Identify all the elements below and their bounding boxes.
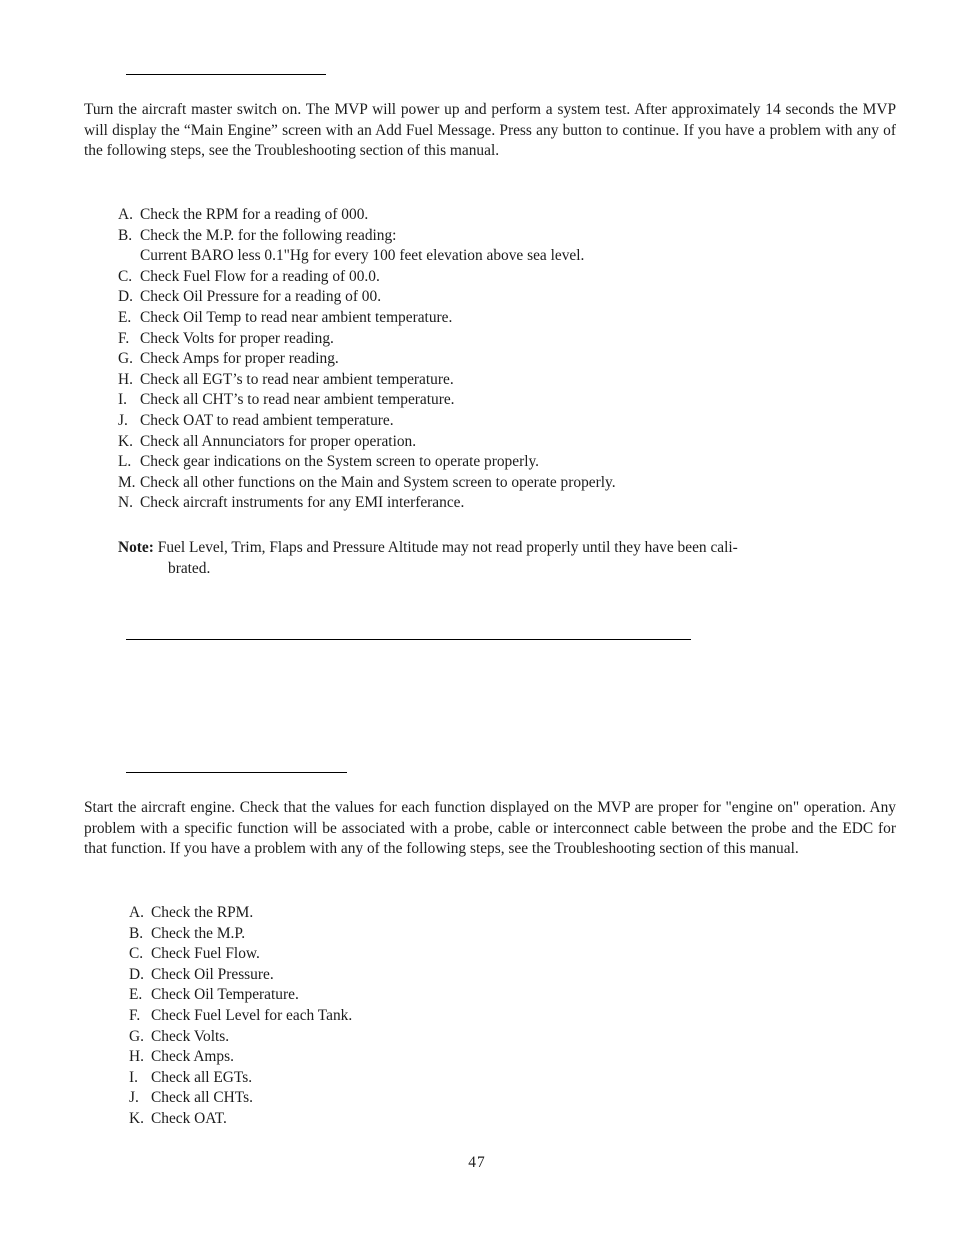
list-item: J. Check OAT to read ambient temperature.	[118, 411, 394, 429]
list-item: E. Check Oil Temp to read near ambient temperature.	[118, 308, 453, 326]
list-item: G. Check Volts.	[129, 1027, 230, 1045]
section2-checklist	[129, 903, 352, 1130]
list-item: I. Check all CHT’s to read near ambient temperature.	[118, 391, 455, 409]
note-label: Note:	[118, 539, 154, 556]
list-item: F. Check Fuel Level for each Tank.	[129, 1006, 353, 1024]
heading-rule-3	[126, 772, 347, 773]
list-item: F. Check Volts for proper reading.	[118, 329, 334, 347]
section1-intro: Turn the aircraft master switch on. The MVP will power up and perform a system test. After approximately 14 seconds the MVP will display the “Main Engine” screen with an Add Fuel Message. Press any button to continue. If you have a problem with any of the following steps, see the Troubleshooting section of this manual.	[84, 101, 896, 160]
list-item: K. Check OAT.	[129, 1109, 227, 1127]
list-item: D. Check Oil Pressure for a reading of 00.	[118, 288, 382, 306]
section1-checklist	[118, 205, 616, 514]
list-item: A. Check the RPM for a reading of 000.	[118, 206, 369, 223]
list-item: A. Check the RPM.	[129, 904, 254, 921]
section2-intro: Start the aircraft engine. Check that the values for each function displayed on the MVP are proper for "engine on" operation. Any problem with a specific function will be associated with a probe, cable or interconnect cable between the probe and the EDC for that function. If you have a problem with any of the following steps, see the Troubleshooting section of this manual.	[84, 799, 896, 858]
list-item: J. Check all CHTs.	[129, 1089, 253, 1107]
list-item: Current BARO less 0.1"Hg for every 100 feet elevation above sea level.	[140, 247, 585, 265]
list-item: D. Check Oil Pressure.	[129, 965, 274, 983]
list-item: G. Check Amps for proper reading.	[118, 350, 339, 368]
list-item: H. Check Amps.	[129, 1048, 234, 1066]
heading-rule-1	[126, 74, 326, 75]
list-item: M. Check all other functions on the Main and System screen to operate properly.	[118, 473, 616, 491]
note-text-continued: brated.	[168, 560, 211, 577]
note-text: Fuel Level, Trim, Flaps and Pressure Altitude may not read properly until they have been cali-	[157, 539, 738, 556]
list-item: B. Check the M.P.	[129, 924, 246, 942]
list-item: B. Check the M.P. for the following reading:	[118, 226, 397, 244]
list-item: C. Check Fuel Flow.	[129, 945, 260, 963]
list-item: I. Check all EGTs.	[129, 1068, 253, 1086]
list-item: N. Check aircraft instruments for any EMI interferance.	[118, 494, 465, 512]
note-block	[118, 537, 856, 579]
list-item: C. Check Fuel Flow for a reading of 00.0.	[118, 267, 380, 285]
list-item: E. Check Oil Temperature.	[129, 986, 299, 1004]
list-item: K. Check all Annunciators for proper operation.	[118, 432, 417, 450]
list-item: L. Check gear indications on the System screen to operate properly.	[118, 453, 540, 471]
page-number: 47	[468, 1154, 486, 1171]
list-item: H. Check all EGT’s to read near ambient temperature.	[118, 370, 454, 388]
heading-rule-2	[126, 639, 691, 640]
